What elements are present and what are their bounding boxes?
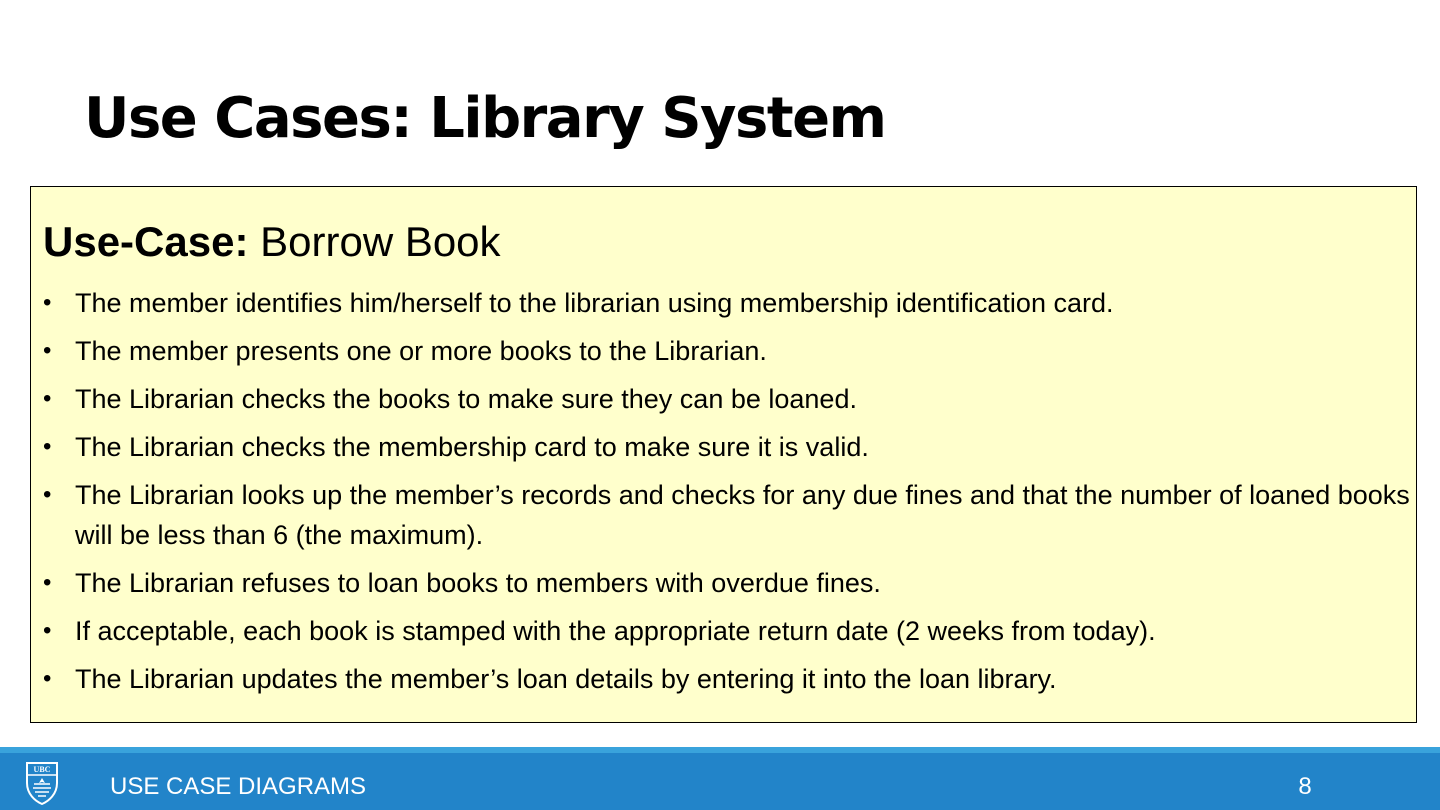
use-case-label: Use-Case:	[43, 218, 249, 265]
use-case-name: Borrow Book	[260, 218, 501, 265]
footer-section-label: USE CASE DIAGRAMS	[110, 773, 367, 800]
slide-title: Use Cases: Library System	[84, 86, 886, 151]
use-case-box	[30, 186, 1417, 723]
step-item: • The member identifies him/herself to the librarian using membership identification card.	[43, 283, 1413, 323]
step-item: • The member presents one or more books to the Librarian.	[43, 331, 1413, 371]
step-item: • The Librarian checks the books to make sure they can be loaned.	[43, 379, 1413, 419]
step-item: • The Librarian checks the membership card to make sure it is valid.	[43, 427, 1413, 467]
step-item: • The Librarian refuses to loan books to members with overdue fines.	[43, 563, 1413, 603]
use-case-steps	[43, 283, 1413, 707]
step-item: • The Librarian looks up the member’s records and checks for any due fines and that the number of loaned books will be less than 6 (the maximum).	[43, 475, 1413, 555]
step-item: • The Librarian updates the member’s loan details by entering it into the loan library.	[43, 659, 1413, 699]
ubc-crest-icon	[25, 761, 59, 805]
step-item: • If acceptable, each book is stamped with the appropriate return date (2 weeks from today).	[43, 611, 1413, 651]
page-number: 8	[1298, 773, 1312, 800]
use-case-heading	[43, 218, 501, 265]
crest-text: UBC	[33, 765, 51, 774]
